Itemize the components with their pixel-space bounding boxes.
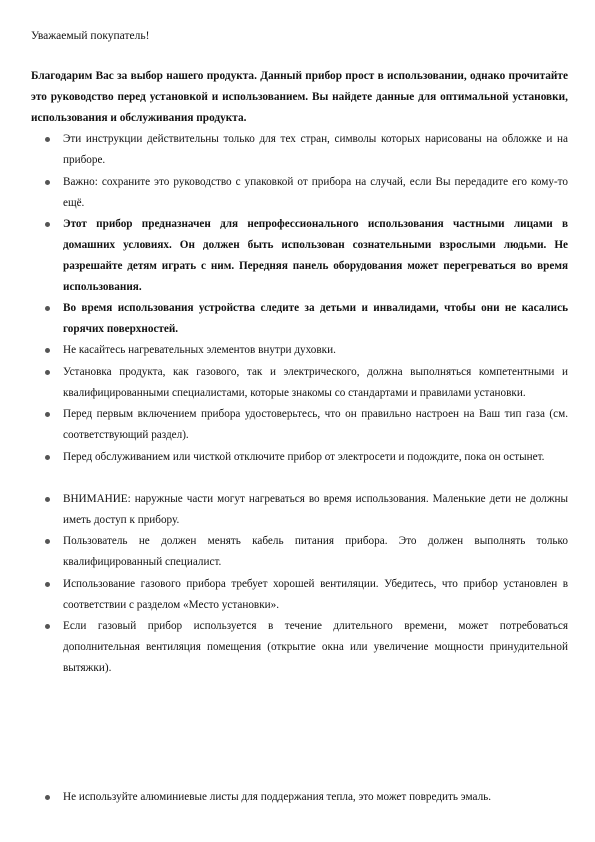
list-item: Пользователь не должен менять кабель питания прибора. Это должен выполнять только квалифицированный специалист. [63,531,568,573]
list-item: Установка продукта, как газового, так и электрического, должна выполняться компетентными и квалифицированными специалистами, которые знакомы со стандартами и правилами установки. [63,362,568,404]
list-item: ВНИМАНИЕ: наружные части могут нагреваться во время использования. Маленькие дети не должны иметь доступ к прибору. [63,489,568,531]
list-item: Использование газового прибора требует хорошей вентиляции. Убедитесь, что прибор установлен в соответствии с разделом «Место установки». [63,574,568,616]
list-item: Если газовый прибор используется в течение длительного времени, может потребоваться дополнительная вентиляция помещения (открытие окна или увеличение мощности принудительной вытяжки). [63,616,568,679]
bullet-icon [45,497,50,502]
intro-paragraph: Благодарим Вас за выбор нашего продукта. Данный прибор прост в использовании, однако прочитайте это руководство перед установкой и использованием. Вы найдете данные для оптимальной установки, использования и обслуживания продукта. [31,70,568,124]
list-item: Этот прибор предназначен для непрофессионального использования частными лицами в домашних условиях. Он должен быть использован сознательными взрослыми людьми. Не разрешайте детям играть с ним. Передняя панель оборудования может перегреваться во время использования. [63,214,568,298]
greeting: Уважаемый покупатель! [31,30,150,42]
bullet-icon [45,222,50,227]
bullet-icon [45,137,50,142]
bullet-icon [45,306,50,311]
list-item: Во время использования устройства следите за детьми и инвалидами, чтобы они не касались горячих поверхностей. [63,298,568,340]
list-item: Эти инструкции действительны только для тех стран, символы которых нарисованы на обложке и на приборе. [63,129,568,171]
list-item: Важно: сохраните это руководство с упаковкой от прибора на случай, если Вы передадите его кому-то ещё. [63,172,568,214]
list-item: Не используйте алюминиевые листы для поддержания тепла, это может повредить эмаль. [63,787,568,808]
list-item: Перед первым включением прибора удостоверьтесь, что он правильно настроен на Ваш тип газа (см. соответствующий раздел). [63,404,568,446]
list-item: Перед обслуживанием или чисткой отключите прибор от электросети и подождите, пока он остынет. [63,447,568,468]
bullet-icon [45,348,50,353]
list-item: Не касайтесь нагревательных элементов внутри духовки. [63,340,568,361]
bullet-icon [45,582,50,587]
bullet-icon [45,795,50,800]
bullet-icon [45,180,50,185]
bullet-icon [45,624,50,629]
bullet-icon [45,412,50,417]
bullet-icon [45,455,50,460]
bullet-icon [45,539,50,544]
bullet-icon [45,370,50,375]
